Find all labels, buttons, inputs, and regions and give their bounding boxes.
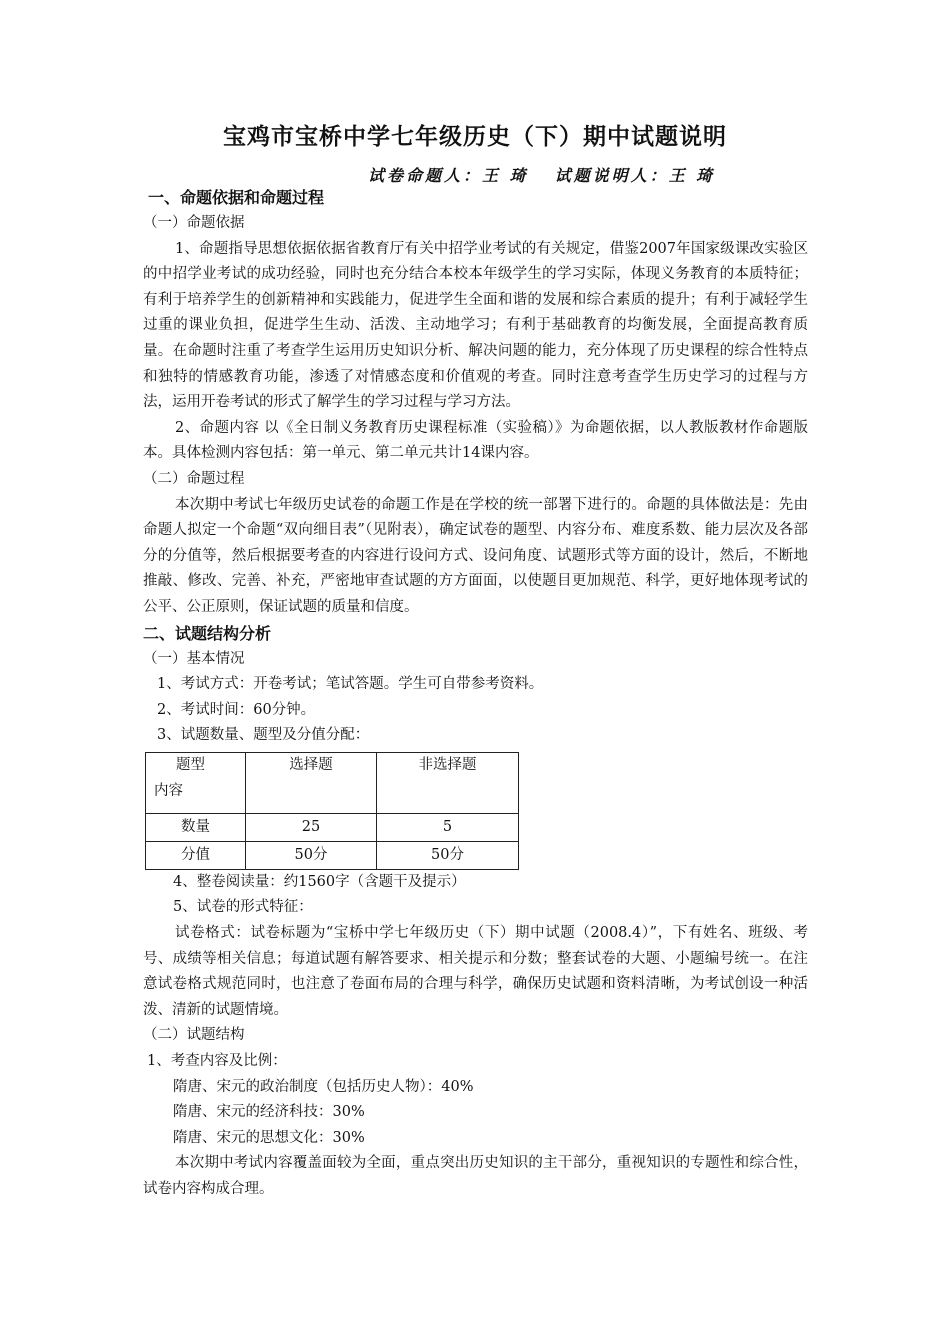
section2-paragraph-summary: 本次期中考试内容覆盖面较为全面，重点突出历史知识的主干部分，重视知识的专题性和综合性，试卷内容构成合理。 xyxy=(143,1155,808,1197)
section1-sub1-heading: （一）命题依据 xyxy=(143,215,245,231)
section1-paragraph3: 本次期中考试七年级历史试卷的命题工作是在学校的统一部署下进行的。命题的具体做法是：先由命题人拟定一个命题“双向细目表”（见附表），确定试卷的题型、内容分布、难度系数、能力层次及各部分的分值等，然后根据要考查的内容进行设问方式、设问角度、试题形式等方面的设计，然后，不断地推敲、修改、完善、补充，严密地审查试题的方方面面，以使题目更加规范、科学，更好地体现考试的公平、公正原则，保证试题的质量和信度。 xyxy=(143,496,808,615)
table-row xyxy=(146,752,519,813)
header-non-choice: 非选择题 xyxy=(377,752,519,813)
basic-item-exam-time: 2、考试时间：60分钟。 xyxy=(157,701,316,718)
section2-heading: 二、试题结构分析 xyxy=(143,623,272,643)
authors-line xyxy=(368,163,715,186)
ratio-culture: 隋唐、宋元的思想文化：30% xyxy=(173,1129,365,1146)
paper-author-name: 王 琦 xyxy=(482,166,529,185)
section1-paragraph2: 2、命题内容 以《全日制义务教育历史课程标准（实验稿）》为命题依据，以人教版教材作命题版本。具体检测内容包括：第一单元、第二单元共计14课内容。 xyxy=(143,419,808,462)
section1-heading: 一、命题依据和命题过程 xyxy=(148,188,325,207)
section2-paragraph-format: 试卷格式：试卷标题为“宝桥中学七年级历史（下）期中试题（2008.4）”，下有姓名、班级、考号、成绩等相关信息；每道试题有解答要求、相关提示和分数；整套试卷的大题、小题编号统一。在注意试卷格式规范同时，也注意了卷面布局的合理与科学，确保历史试题和资料清晰，为考试创设一种活泼、清新的试题情境。 xyxy=(143,925,808,1018)
score-distribution-table xyxy=(145,752,519,870)
row-label-score: 分值 xyxy=(146,841,246,869)
document-body xyxy=(143,185,808,1203)
table-row xyxy=(146,813,519,841)
basic-item-exam-mode: 1、考试方式：开卷考试；笔试答题。学生可自带参考资料。 xyxy=(157,676,544,693)
explainer-name: 王 琦 xyxy=(668,166,716,185)
section2-sub1-heading: （一）基本情况 xyxy=(143,650,245,667)
table-row xyxy=(146,841,519,869)
cell-count-choice: 25 xyxy=(246,813,377,841)
section1-paragraph1: 1、命题指导思想依据依据省教育厅有关中招学业考试的有关规定，借鉴2007年国家级课改实验区的中招学业考试的成功经验，同时也充分结合本校本年级学生的学习实际，体现义务教育的本质特征；有利于培养学生的创新精神和实践能力，促进学生全面和谐的发展和综合素质的提升；有利于减轻学生过重的课业负担，促进学生生动、活泼、主动地学习；有利于基础教育的均衡发展，全面提高教育质量。在命题时注重了考查学生运用历史知识分析、解决问题的能力，充分体现了历史课程的综合性特点和独特的情感教育功能，渗透了对情感态度和价值观的考查。同时注意考查学生历史学习的过程与方法，运用开卷考试的形式了解学生的学习过程与学习方法。 xyxy=(143,240,808,411)
paper-author-label: 试卷命题人： xyxy=(368,166,483,185)
section2-sub2-heading: （二）试题结构 xyxy=(143,1027,245,1044)
basic-item-distribution: 3、试题数量、题型及分值分配： xyxy=(157,727,370,744)
header-choice: 选择题 xyxy=(246,752,377,813)
cell-count-non-choice: 5 xyxy=(377,813,519,841)
cell-score-choice: 50分 xyxy=(246,841,377,869)
ratio-economy: 隋唐、宋元的经济科技：30% xyxy=(173,1104,365,1121)
ratio-politics: 隋唐、宋元的政治制度（包括历史人物）：40% xyxy=(173,1078,474,1095)
document-title: 宝鸡市宝桥中学七年级历史（下）期中试题说明 xyxy=(223,124,727,150)
section1-sub2-heading: （二）命题过程 xyxy=(143,470,245,487)
table-corner-cell xyxy=(146,752,246,813)
basic-item-reading-volume: 4、整卷阅读量：约1560字（含题干及提示） xyxy=(173,873,466,890)
corner-label-content: 内容 xyxy=(154,782,183,799)
cell-score-non-choice: 50分 xyxy=(377,841,519,869)
explainer-label: 试题说明人： xyxy=(554,166,669,185)
basic-item-format: 5、试卷的形式特征： xyxy=(173,899,313,916)
row-label-count: 数量 xyxy=(146,813,246,841)
structure-item-content-ratio: 1、考查内容及比例： xyxy=(147,1053,287,1070)
corner-label-type: 题型 xyxy=(176,756,205,773)
